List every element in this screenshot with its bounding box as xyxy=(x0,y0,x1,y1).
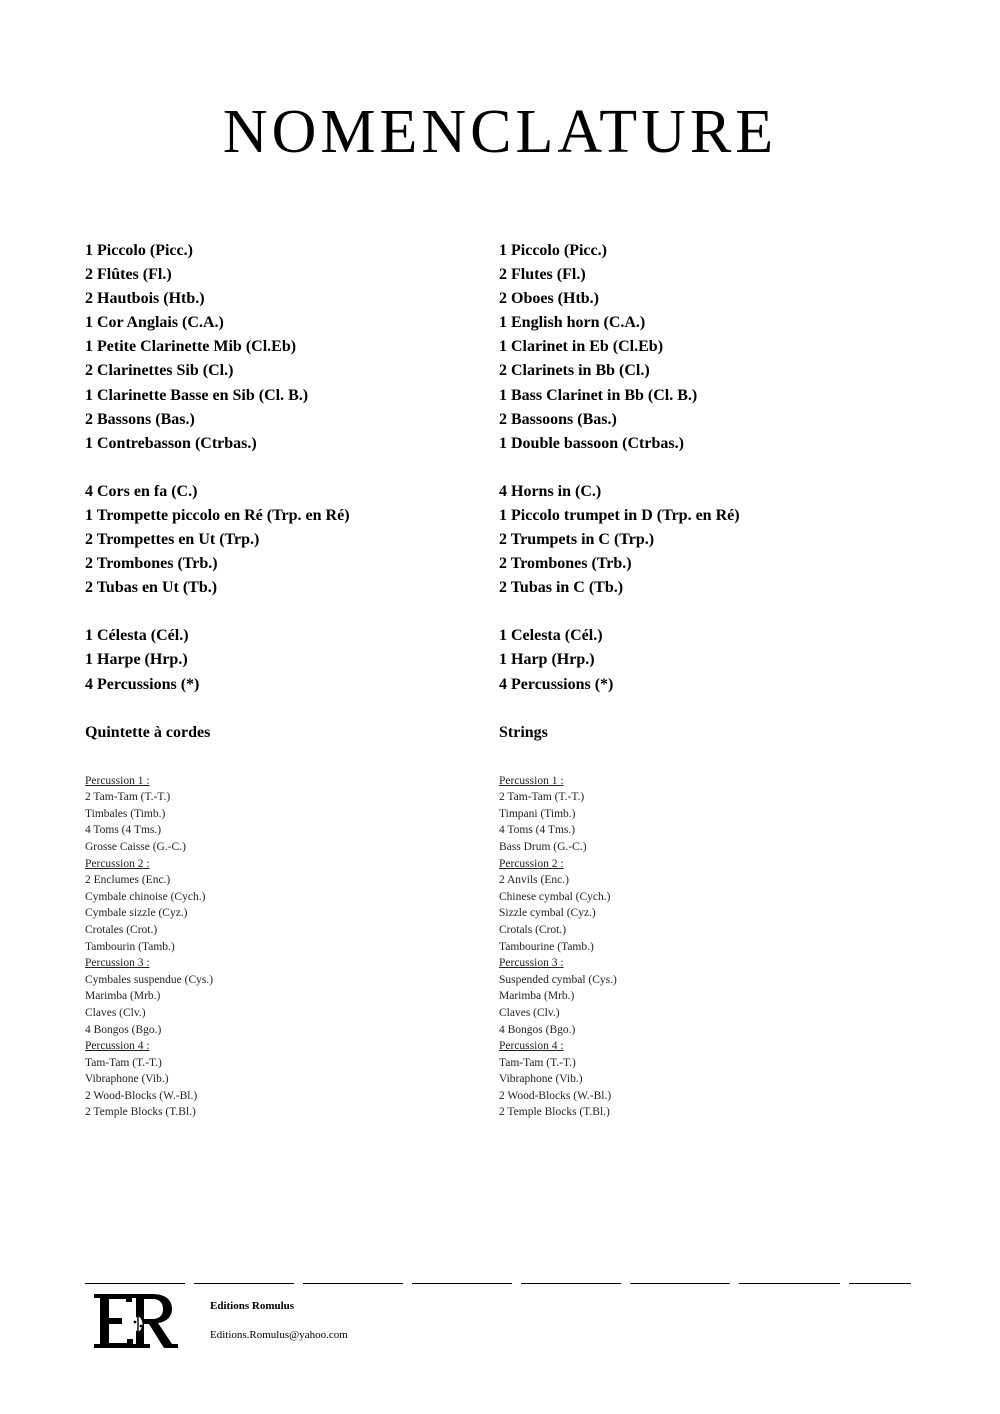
percussion-item: Crotals (Crot.) xyxy=(499,923,567,936)
instrument-item: 4 Percussions (*) xyxy=(499,675,614,693)
percussion-item: 2 Enclumes (Enc.) xyxy=(85,874,171,887)
instrument-item: 2 Bassoons (Bas.) xyxy=(499,410,617,428)
percussion-item: 2 Tam-Tam (T.-T.) xyxy=(499,791,585,804)
percussion-heading: Percussion 1 : xyxy=(499,774,564,787)
publisher-name: Editions Romulus xyxy=(210,1300,295,1312)
percussion-item: 2 Anvils (Enc.) xyxy=(499,874,569,887)
percussion-item: 2 Tam-Tam (T.-T.) xyxy=(85,791,171,804)
page-title: NOMENCLATURE xyxy=(222,98,778,166)
strings-label-fr: Quintette à cordes xyxy=(85,723,211,741)
instrument-item: 2 Trombones (Trb.) xyxy=(499,555,632,573)
percussion-item: Tam-Tam (T.-T.) xyxy=(85,1056,162,1069)
percussion-item: 4 Toms (4 Tms.) xyxy=(85,824,162,837)
percussion-item: Tambourine (Tamb.) xyxy=(499,940,594,953)
percussion-list-en xyxy=(499,773,919,1121)
percussion-item: Timpani (Timb.) xyxy=(499,807,576,820)
percussion-item: 4 Toms (4 Tms.) xyxy=(499,824,576,837)
instrument-item: 1 Harpe (Hrp.) xyxy=(85,651,188,669)
instrument-item: 2 Clarinettes Sib (Cl.) xyxy=(85,362,234,380)
percussion-item: Cymbale chinoise (Cych.) xyxy=(85,890,206,903)
instrument-item: 1 Cor Anglais (C.A.) xyxy=(85,314,224,332)
instrument-item: 1 Celesta (Cél.) xyxy=(499,627,603,645)
editions-romulus-logo xyxy=(92,1292,180,1350)
percussion-item: Marimba (Mrb.) xyxy=(85,990,161,1003)
instrument-item: 2 Oboes (Htb.) xyxy=(499,290,599,308)
instrument-item: 1 Harp (Hrp.) xyxy=(499,651,595,669)
instrument-item: 1 Petite Clarinette Mib (Cl.Eb) xyxy=(85,338,297,356)
percussion-item: Marimba (Mrb.) xyxy=(499,990,575,1003)
instrument-item: 2 Flûtes (Fl.) xyxy=(85,266,172,284)
instrument-item: 1 Double bassoon (Ctrbas.) xyxy=(499,434,684,452)
percussion-item: 2 Wood-Blocks (W.-Bl.) xyxy=(85,1089,198,1102)
instrument-item: 2 Clarinets in Bb (Cl.) xyxy=(499,362,650,380)
percussion-item: Sizzle cymbal (Cyz.) xyxy=(499,907,596,920)
french-column xyxy=(85,239,505,1121)
percussion-item: Cymbales suspendue (Cys.) xyxy=(85,973,214,986)
instrument-item: 1 Clarinet in Eb (Cl.Eb) xyxy=(499,338,664,356)
percussion-item: Tambourin (Tamb.) xyxy=(85,940,175,953)
instrument-item: 2 Tubas en Ut (Tb.) xyxy=(85,579,218,597)
instrument-item: 4 Percussions (*) xyxy=(85,675,200,693)
instrument-item: 4 Cors en fa (C.) xyxy=(85,482,198,500)
percussion-item: Cymbale sizzle (Cyz.) xyxy=(85,907,188,920)
percussion-heading: Percussion 4 : xyxy=(499,1040,564,1053)
instrument-item: 2 Hautbois (Htb.) xyxy=(85,290,205,308)
instrument-item: 1 Trompette piccolo en Ré (Trp. en Ré) xyxy=(85,506,350,524)
publisher-email[interactable]: Editions.Romulus@yahoo.com xyxy=(210,1329,348,1341)
instrument-item: 2 Bassons (Bas.) xyxy=(85,410,195,428)
instrument-list-fr xyxy=(85,239,505,697)
instrument-item: 1 Célesta (Cél.) xyxy=(85,627,189,645)
instrument-item: 1 Piccolo (Picc.) xyxy=(499,242,607,259)
instrument-item: 2 Trompettes en Ut (Trp.) xyxy=(85,531,260,549)
footer-divider xyxy=(85,1283,911,1284)
instrument-item: 2 Trumpets in C (Trp.) xyxy=(499,531,655,549)
strings-label-en: Strings xyxy=(499,723,548,741)
percussion-item: Bass Drum (G.-C.) xyxy=(499,840,587,853)
instrument-item: 2 Tubas in C (Tb.) xyxy=(499,579,624,597)
instrument-list-en xyxy=(499,239,919,697)
percussion-list-fr xyxy=(85,773,505,1121)
english-column xyxy=(499,239,919,1121)
percussion-item: 2 Temple Blocks (T.Bl.) xyxy=(85,1106,196,1119)
percussion-item: 2 Temple Blocks (T.Bl.) xyxy=(499,1106,610,1119)
percussion-item: Chinese cymbal (Cych.) xyxy=(499,890,611,903)
percussion-item: Vibraphone (Vib.) xyxy=(499,1073,583,1086)
percussion-item: 4 Bongos (Bgo.) xyxy=(85,1023,162,1036)
percussion-item: 2 Wood-Blocks (W.-Bl.) xyxy=(499,1089,612,1102)
instrument-item: 1 English horn (C.A.) xyxy=(499,314,646,332)
percussion-heading: Percussion 2 : xyxy=(499,857,564,870)
percussion-item: Grosse Caisse (G.-C.) xyxy=(85,840,186,853)
percussion-item: Timbales (Timb.) xyxy=(85,807,166,820)
instrument-item: 4 Horns in (C.) xyxy=(499,482,602,500)
percussion-heading: Percussion 3 : xyxy=(85,957,150,970)
percussion-item: Claves (Clv.) xyxy=(499,1006,560,1019)
percussion-item: Crotales (Crot.) xyxy=(85,923,158,936)
percussion-heading: Percussion 4 : xyxy=(85,1040,150,1053)
instrument-item: 2 Trombones (Trb.) xyxy=(85,555,218,573)
instrument-item: 1 Clarinette Basse en Sib (Cl. B.) xyxy=(85,386,309,404)
percussion-item: Tam-Tam (T.-T.) xyxy=(499,1056,576,1069)
percussion-heading: Percussion 2 : xyxy=(85,857,150,870)
percussion-heading: Percussion 1 : xyxy=(85,774,150,787)
percussion-heading: Percussion 3 : xyxy=(499,957,564,970)
percussion-item: Vibraphone (Vib.) xyxy=(85,1073,169,1086)
instrument-item: 1 Contrebasson (Ctrbas.) xyxy=(85,434,257,452)
percussion-item: Claves (Clv.) xyxy=(85,1006,146,1019)
percussion-item: 4 Bongos (Bgo.) xyxy=(499,1023,576,1036)
percussion-item: Suspended cymbal (Cys.) xyxy=(499,973,617,986)
instrument-item: 2 Flutes (Fl.) xyxy=(499,266,586,284)
instrument-item: 1 Bass Clarinet in Bb (Cl. B.) xyxy=(499,386,698,404)
instrument-item: 1 Piccolo (Picc.) xyxy=(85,242,193,259)
instrument-item: 1 Piccolo trumpet in D (Trp. en Ré) xyxy=(499,506,740,524)
